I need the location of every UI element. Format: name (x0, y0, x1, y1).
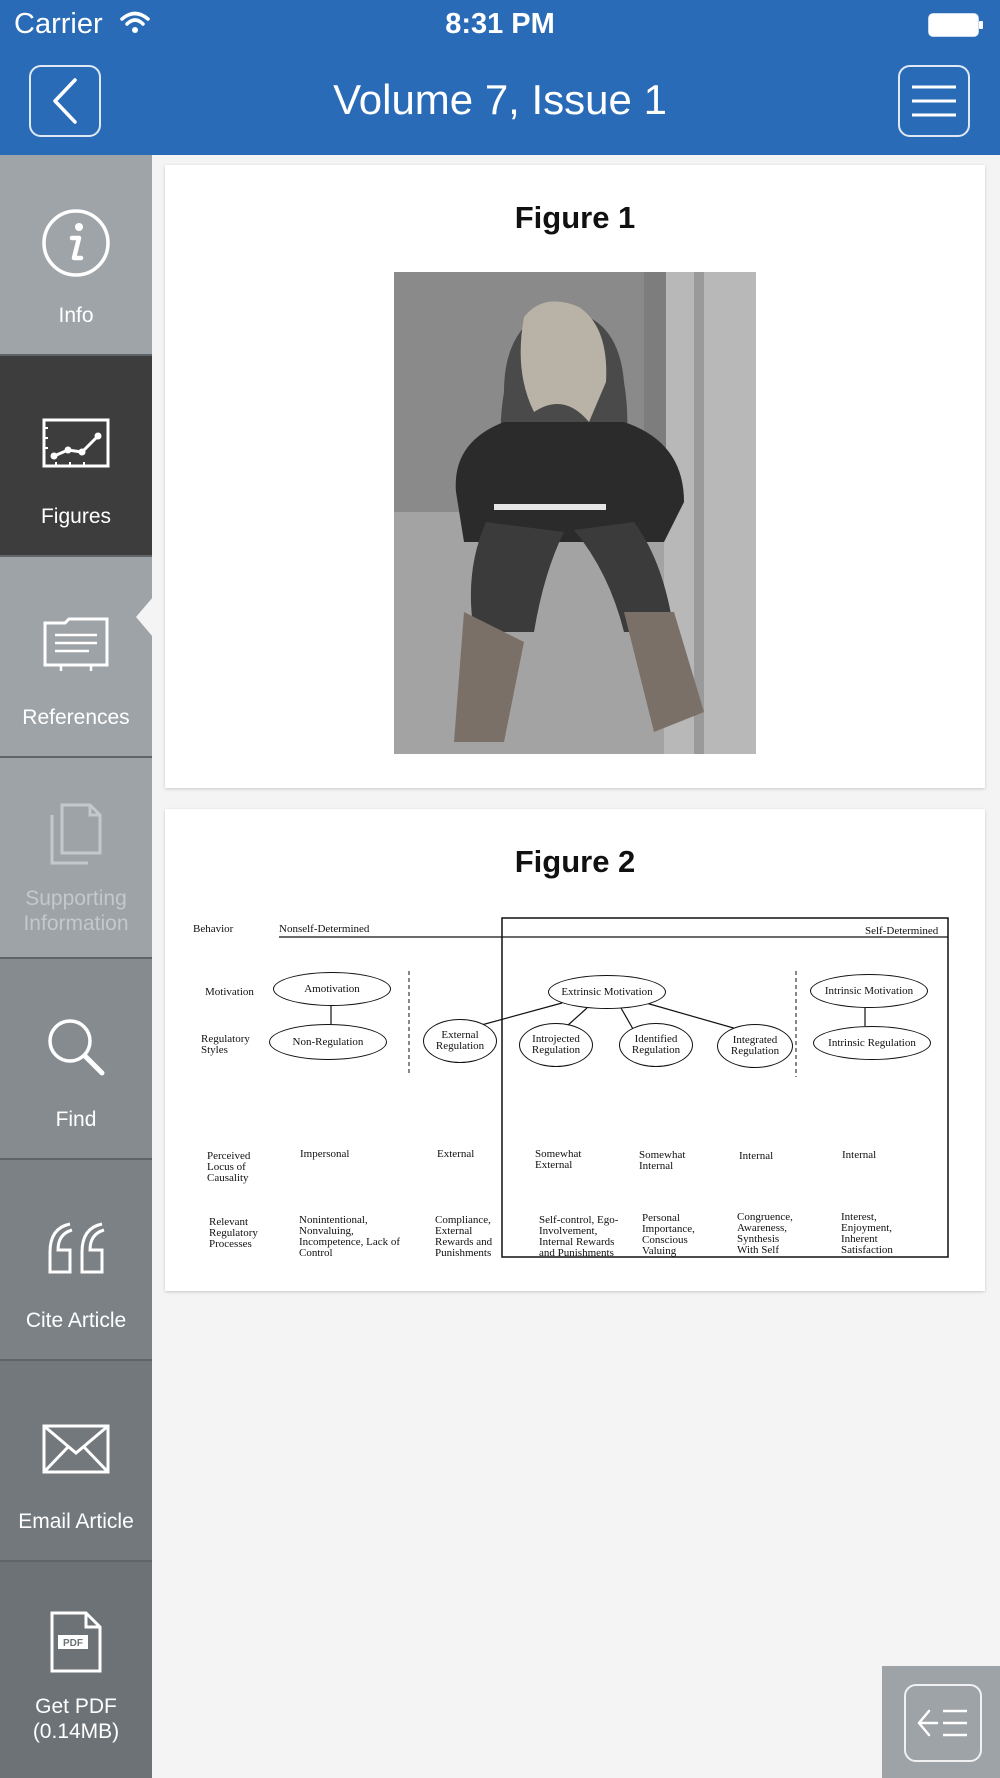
oval-introjected-regulation: Introjected Regulation (519, 1023, 593, 1067)
search-icon (44, 1015, 108, 1079)
locus-internal-1: Internal (739, 1150, 774, 1162)
process-personal-importance: Personal Importance, Conscious Valuing (642, 1212, 695, 1257)
child-with-tablet-photo (394, 272, 756, 754)
row-label-processes: Relevant Regulatory Processes (209, 1216, 258, 1250)
sidebar-item-find[interactable] (0, 959, 152, 1160)
sidebar-item-label: Cite Article (25, 1309, 127, 1332)
oval-integrated-regulation: Integrated Regulation (717, 1024, 793, 1068)
locus-somewhat-external: Somewhat External (535, 1148, 582, 1171)
process-compliance: Compliance, External Rewards and Punishments (435, 1214, 493, 1259)
sidebar-item-info[interactable] (0, 155, 152, 356)
figure-card-1[interactable] (165, 165, 985, 788)
back-button[interactable] (29, 65, 101, 137)
oval-external-regulation: External Regulation (423, 1019, 497, 1063)
process-congruence: Congruence, Awareness, Synthesis With Self (737, 1211, 793, 1256)
carrier-label: Carrier (14, 8, 103, 40)
oval-amotivation: Amotivation (273, 972, 391, 1006)
collapse-panel-icon (915, 1705, 971, 1741)
locus-impersonal: Impersonal (300, 1148, 350, 1160)
locus-internal-2: Internal (842, 1149, 877, 1161)
process-self-control: Self-control, Ego-Involvement, Internal Rewards and Punishments (539, 1214, 619, 1259)
sidebar-item-label: Info (58, 304, 94, 327)
sidebar-item-label: Get PDF (0.14MB) (32, 1695, 120, 1743)
sidebar-item-get-pdf[interactable] (0, 1562, 152, 1778)
oval-intrinsic-regulation: Intrinsic Regulation (813, 1026, 931, 1060)
process-interest: Interest, Enjoyment, Inherent Satisfaction (841, 1211, 893, 1256)
row-label-regulatory-styles: Regulatory Styles (201, 1033, 250, 1056)
sidebar-item-label: Supporting Information (23, 887, 129, 935)
battery-icon (928, 13, 984, 37)
collapse-panel-frame (904, 1684, 982, 1762)
oval-identified-regulation: Identified Regulation (619, 1023, 693, 1067)
figure-1-image[interactable] (394, 272, 756, 754)
figure-title: Figure 1 (514, 200, 636, 235)
row-label-locus: Perceived Locus of Causality (207, 1150, 251, 1184)
row-label-behavior: Behavior (193, 923, 234, 935)
info-icon (41, 208, 111, 278)
svg-text:PDF: PDF (63, 1638, 83, 1649)
locus-external: External (437, 1148, 475, 1160)
figure-card-2[interactable] (165, 809, 985, 1291)
sidebar-item-cite-article[interactable] (0, 1160, 152, 1361)
page-title: Volume 7, Issue 1 (333, 76, 667, 123)
hamburger-menu-icon (910, 81, 958, 121)
sidebar-item-label: Email Article (18, 1510, 134, 1533)
figure-title: Figure 2 (514, 844, 636, 879)
behavior-right-label: Self-Determined (865, 925, 939, 937)
chart-icon (40, 416, 112, 472)
pdf-icon (48, 1609, 104, 1675)
sidebar-item-label: References (22, 706, 130, 729)
folder-list-icon (41, 615, 111, 675)
sidebar (0, 155, 152, 1778)
documents-icon (46, 801, 106, 867)
sidebar-item-supporting-information[interactable] (0, 758, 152, 959)
sidebar-item-figures[interactable] (0, 356, 152, 557)
sidebar-item-references[interactable] (0, 557, 152, 758)
collapse-panel-button[interactable] (882, 1666, 1000, 1778)
quote-icon (44, 1218, 108, 1278)
oval-non-regulation: Non-Regulation (269, 1024, 387, 1060)
sidebar-item-label: Figures (40, 505, 112, 528)
process-nonintentional: Nonintentional, Nonvaluing, Incompetence, Lack of Control (299, 1214, 401, 1259)
envelope-icon (41, 1423, 111, 1475)
top-bar (0, 0, 1000, 155)
row-label-motivation: Motivation (205, 986, 254, 998)
figure-2-diagram[interactable] (193, 909, 963, 1274)
oval-extrinsic-motivation: Extrinsic Motivation (548, 975, 666, 1009)
chevron-left-icon (45, 76, 85, 126)
locus-somewhat-internal: Somewhat Internal (639, 1149, 686, 1172)
menu-button[interactable] (898, 65, 970, 137)
sidebar-item-label: Find (55, 1108, 97, 1131)
selection-pointer (136, 597, 153, 637)
behavior-left-label: Nonself-Determined (279, 923, 370, 935)
clock: 8:31 PM (445, 8, 555, 40)
sidebar-item-email-article[interactable] (0, 1361, 152, 1562)
status-bar (0, 0, 1000, 50)
oval-intrinsic-motivation: Intrinsic Motivation (810, 974, 928, 1008)
